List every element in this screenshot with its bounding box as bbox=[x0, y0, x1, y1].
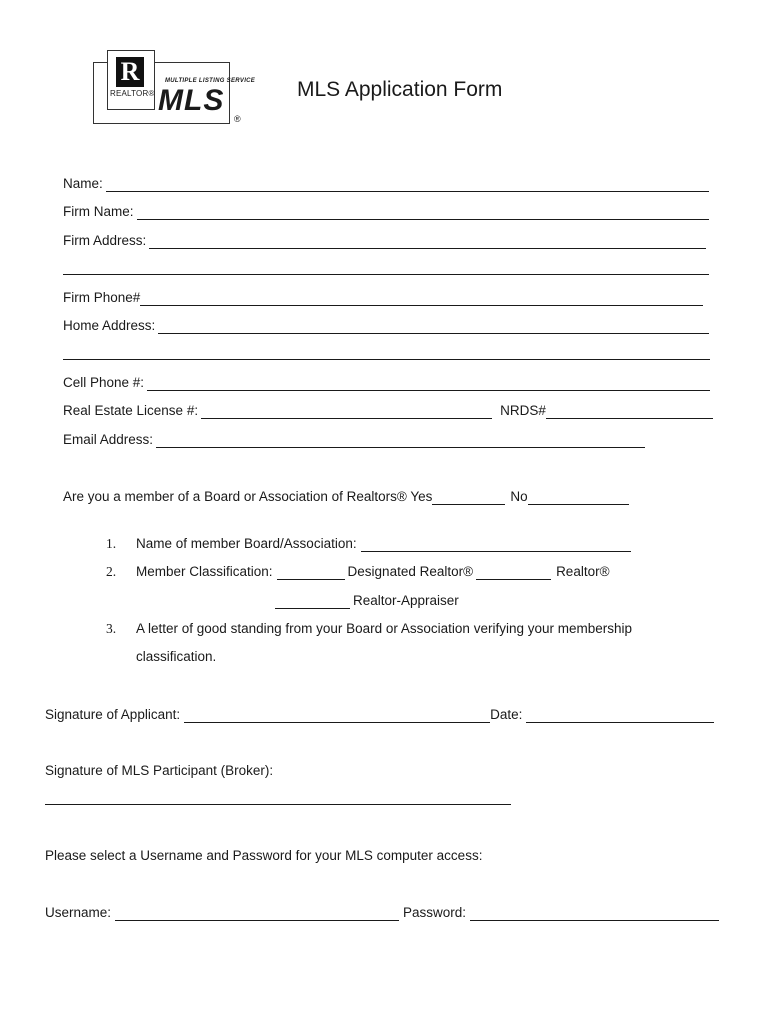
username-field[interactable] bbox=[115, 907, 399, 921]
realtor-wordmark: REALTOR® bbox=[110, 89, 155, 98]
name-field[interactable] bbox=[106, 178, 709, 192]
cell-phone-label: Cell Phone #: bbox=[63, 375, 145, 390]
realtor-r-mark bbox=[107, 50, 155, 110]
home-address-label: Home Address: bbox=[63, 318, 156, 333]
realtor-label: Realtor® bbox=[556, 564, 610, 579]
list-item-1 bbox=[106, 534, 631, 552]
firm-name-field[interactable] bbox=[137, 206, 710, 220]
applicant-signature-field[interactable] bbox=[184, 709, 490, 723]
name-row bbox=[63, 174, 709, 192]
member-question-row bbox=[63, 487, 629, 505]
list-item-2 bbox=[106, 562, 616, 580]
realtor-appraiser-label: Realtor-Appraiser bbox=[353, 593, 459, 608]
password-field[interactable] bbox=[470, 907, 719, 921]
cell-phone-field[interactable] bbox=[147, 377, 710, 391]
firm-name-row bbox=[63, 202, 709, 220]
date-field[interactable] bbox=[526, 709, 714, 723]
board-name-label: Name of member Board/Association: bbox=[136, 536, 357, 551]
appraiser-row bbox=[275, 591, 475, 609]
cell-phone-row bbox=[63, 373, 710, 391]
member-no-label: No bbox=[510, 489, 528, 504]
realtor-field[interactable] bbox=[476, 566, 551, 580]
list-number-3: 3. bbox=[106, 621, 117, 636]
applicant-signature-row bbox=[45, 705, 714, 723]
member-no-field[interactable] bbox=[528, 491, 629, 505]
password-label: Password: bbox=[403, 905, 467, 920]
participant-signature-field[interactable] bbox=[45, 791, 511, 805]
firm-phone-field[interactable] bbox=[140, 292, 703, 306]
nrds-label: NRDS# bbox=[500, 403, 546, 418]
logo-tagline: MULTIPLE LISTING SERVICE bbox=[165, 78, 256, 84]
list-number-2: 2. bbox=[106, 564, 117, 579]
firm-address-field-line2[interactable] bbox=[63, 261, 709, 275]
email-row bbox=[63, 430, 645, 448]
home-address-row bbox=[63, 316, 709, 334]
home-address-field-line2[interactable] bbox=[63, 346, 710, 360]
mls-wordmark: MLS bbox=[158, 84, 225, 117]
list-number-1: 1. bbox=[106, 536, 117, 551]
page-title: MLS Application Form bbox=[297, 78, 503, 101]
list-item-3 bbox=[106, 619, 686, 637]
email-label: Email Address: bbox=[63, 432, 154, 447]
date-label: Date: bbox=[490, 707, 523, 722]
nrds-field[interactable] bbox=[546, 405, 713, 419]
home-address-field[interactable] bbox=[158, 320, 709, 334]
license-row bbox=[63, 401, 713, 419]
applicant-signature-label: Signature of Applicant: bbox=[45, 707, 181, 722]
credentials-row bbox=[45, 903, 719, 921]
firm-address-field[interactable] bbox=[149, 235, 706, 249]
designated-realtor-label: Designated Realtor® bbox=[347, 564, 474, 579]
good-standing-text: A letter of good standing from your Board or Association verifying your membership bbox=[136, 621, 632, 636]
username-label: Username: bbox=[45, 905, 112, 920]
credentials-prompt: Please select a Username and Password for your MLS computer access: bbox=[45, 848, 483, 863]
firm-phone-row bbox=[63, 288, 703, 306]
realtor-appraiser-field[interactable] bbox=[275, 595, 350, 609]
firm-name-label: Firm Name: bbox=[63, 204, 134, 219]
firm-address-label: Firm Address: bbox=[63, 233, 147, 248]
registered-mark: ® bbox=[234, 114, 241, 124]
board-name-field[interactable] bbox=[361, 538, 631, 552]
good-standing-text-continued: classification. bbox=[136, 649, 217, 664]
participant-signature-label: Signature of MLS Participant (Broker): bbox=[45, 763, 274, 778]
member-yes-field[interactable] bbox=[432, 491, 505, 505]
license-field[interactable] bbox=[201, 405, 492, 419]
firm-address-row bbox=[63, 231, 706, 249]
member-classification-label: Member Classification: bbox=[136, 564, 273, 579]
r-block-icon: R bbox=[116, 57, 144, 87]
firm-phone-label: Firm Phone# bbox=[63, 290, 141, 305]
designated-realtor-field[interactable] bbox=[277, 566, 345, 580]
member-question-label: Are you a member of a Board or Association of Realtors® Yes bbox=[63, 489, 433, 504]
email-field[interactable] bbox=[156, 434, 645, 448]
license-label: Real Estate License #: bbox=[63, 403, 199, 418]
name-label: Name: bbox=[63, 176, 103, 191]
